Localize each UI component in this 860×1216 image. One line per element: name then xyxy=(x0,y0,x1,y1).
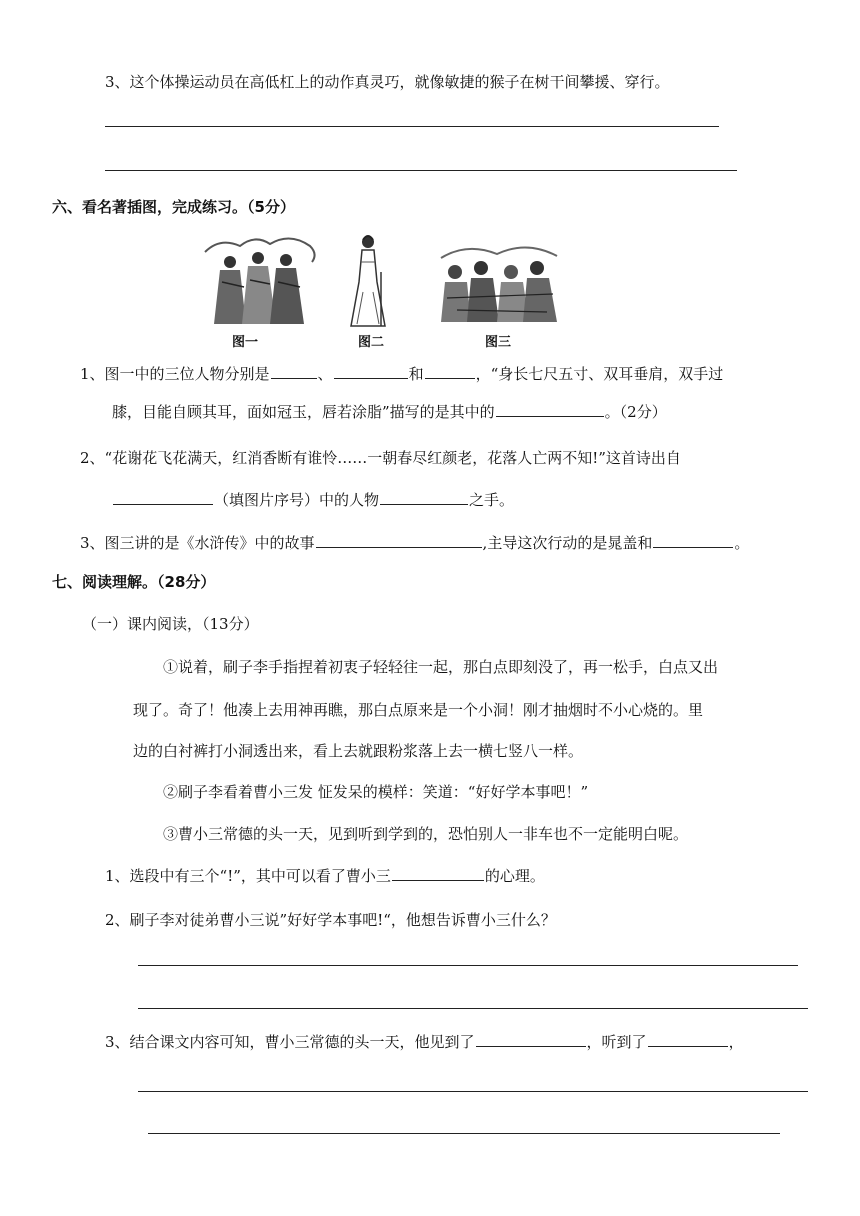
section-7-subtitle: （一）课内阅读，（13分） xyxy=(82,615,259,633)
s7-q1-text-b: 的心理。 xyxy=(484,867,545,885)
answer-blank[interactable] xyxy=(476,1032,586,1047)
s7-q3-text-b: ，听到了 xyxy=(586,1033,647,1051)
s6-q1-line1 xyxy=(80,364,723,384)
s7-q1-text-a: 1、选段中有三个“!”，其中可以看了曹小三 xyxy=(105,867,391,885)
s7-q3 xyxy=(105,1032,744,1052)
answer-blank[interactable] xyxy=(316,533,482,548)
passage-p1-line2: 现了。奇了！他凑上去用神再瞧，那白点原来是一个小洞！刚才抽烟时不小心烧的。里 xyxy=(133,701,704,719)
s6-q2-line2 xyxy=(112,490,514,510)
answer-line[interactable] xyxy=(138,1091,808,1092)
s6-q1-text-b: ，“身长七尺五寸、双耳垂肩，双手过 xyxy=(475,365,724,383)
figure-2-illustration xyxy=(345,232,391,328)
answer-blank[interactable] xyxy=(653,533,733,548)
passage-p3: ③曹小三常德的头一天，见到听到学到的，恐怕别人一非车也不一定能明白呢。 xyxy=(163,825,689,843)
s6-q3-line xyxy=(80,533,749,553)
answer-line xyxy=(105,126,719,127)
s6-q3-text-a: 3、图三讲的是《水浒传》中的故事 xyxy=(80,534,315,552)
s6-q3-text-c: 。 xyxy=(734,534,750,552)
figure-1-illustration xyxy=(200,232,320,328)
section-6-title: 六、看名著插图，完成练习。（5分） xyxy=(52,198,295,216)
answer-blank[interactable] xyxy=(648,1032,728,1047)
answer-blank[interactable] xyxy=(271,364,317,379)
answer-blank[interactable] xyxy=(113,490,213,505)
figure-3-illustration xyxy=(437,238,561,324)
answer-blank[interactable] xyxy=(425,364,475,379)
passage-p2: ②刷子李看着曹小三发 怔发呆的模样：笑道：“好好学本事吧！” xyxy=(163,783,589,801)
s6-q1-text-a: 1、图一中的三位人物分别是 xyxy=(80,365,270,383)
s6-q2-text-b: （填图片序号）中的人物 xyxy=(214,491,380,509)
s6-q1-text-c: 膝，目能自顾其耳，面如冠玉，唇若涂脂”描写的是其中的 xyxy=(112,403,495,421)
answer-blank[interactable] xyxy=(392,866,484,881)
s6-q2-text-c: 之手。 xyxy=(469,491,515,509)
answer-line[interactable] xyxy=(138,1008,808,1009)
answer-blank[interactable] xyxy=(380,490,468,505)
answer-line[interactable] xyxy=(138,965,798,966)
passage-p1-line1: ①说着，刷子李手指捏着初衷子轻轻往一起，那白点即刻没了，再一松手，白点又出 xyxy=(163,658,719,676)
s7-q1 xyxy=(105,866,545,886)
s6-q3-text-b: ,主导这次行动的是晁盖和 xyxy=(482,534,653,552)
s6-q1-sep2: 和 xyxy=(408,365,424,383)
answer-line xyxy=(105,170,737,171)
s6-q1-text-d: 。（2分） xyxy=(604,403,667,421)
s7-q3-text-a: 3、结合课文内容可知，曹小三常德的头一天，他见到了 xyxy=(105,1033,475,1051)
s6-q1-line2 xyxy=(112,402,667,422)
figure-1-caption: 图一 xyxy=(232,335,259,350)
figure-2-caption: 图二 xyxy=(358,335,385,350)
answer-blank[interactable] xyxy=(334,364,408,379)
figure-3-caption: 图三 xyxy=(485,335,512,350)
answer-blank[interactable] xyxy=(496,402,604,417)
passage-p1-line3: 边的白衬裤打小洞透出来，看上去就跟粉浆落上去一横七竖八一样。 xyxy=(133,742,584,760)
answer-line[interactable] xyxy=(148,1133,780,1134)
s7-q2: 2、刷子李对徒弟曹小三说”好好学本事吧!“，他想告诉曹小三什么？ xyxy=(105,911,556,929)
s6-q1-sep1: 、 xyxy=(317,365,333,383)
s6-q2-line1: 2、“花谢花飞花满天，红消香断有谁怜……一朝春尽红颜老，花落人亡两不知!”这首诗出自 xyxy=(80,449,681,467)
q5-item3: 3、这个体操运动员在高低杠上的动作真灵巧，就像敏捷的猴子在树干间攀援、穿行。 xyxy=(105,73,670,91)
s7-q3-text-c: ， xyxy=(728,1033,744,1051)
section-7-title: 七、阅读理解。（28分） xyxy=(52,573,216,591)
